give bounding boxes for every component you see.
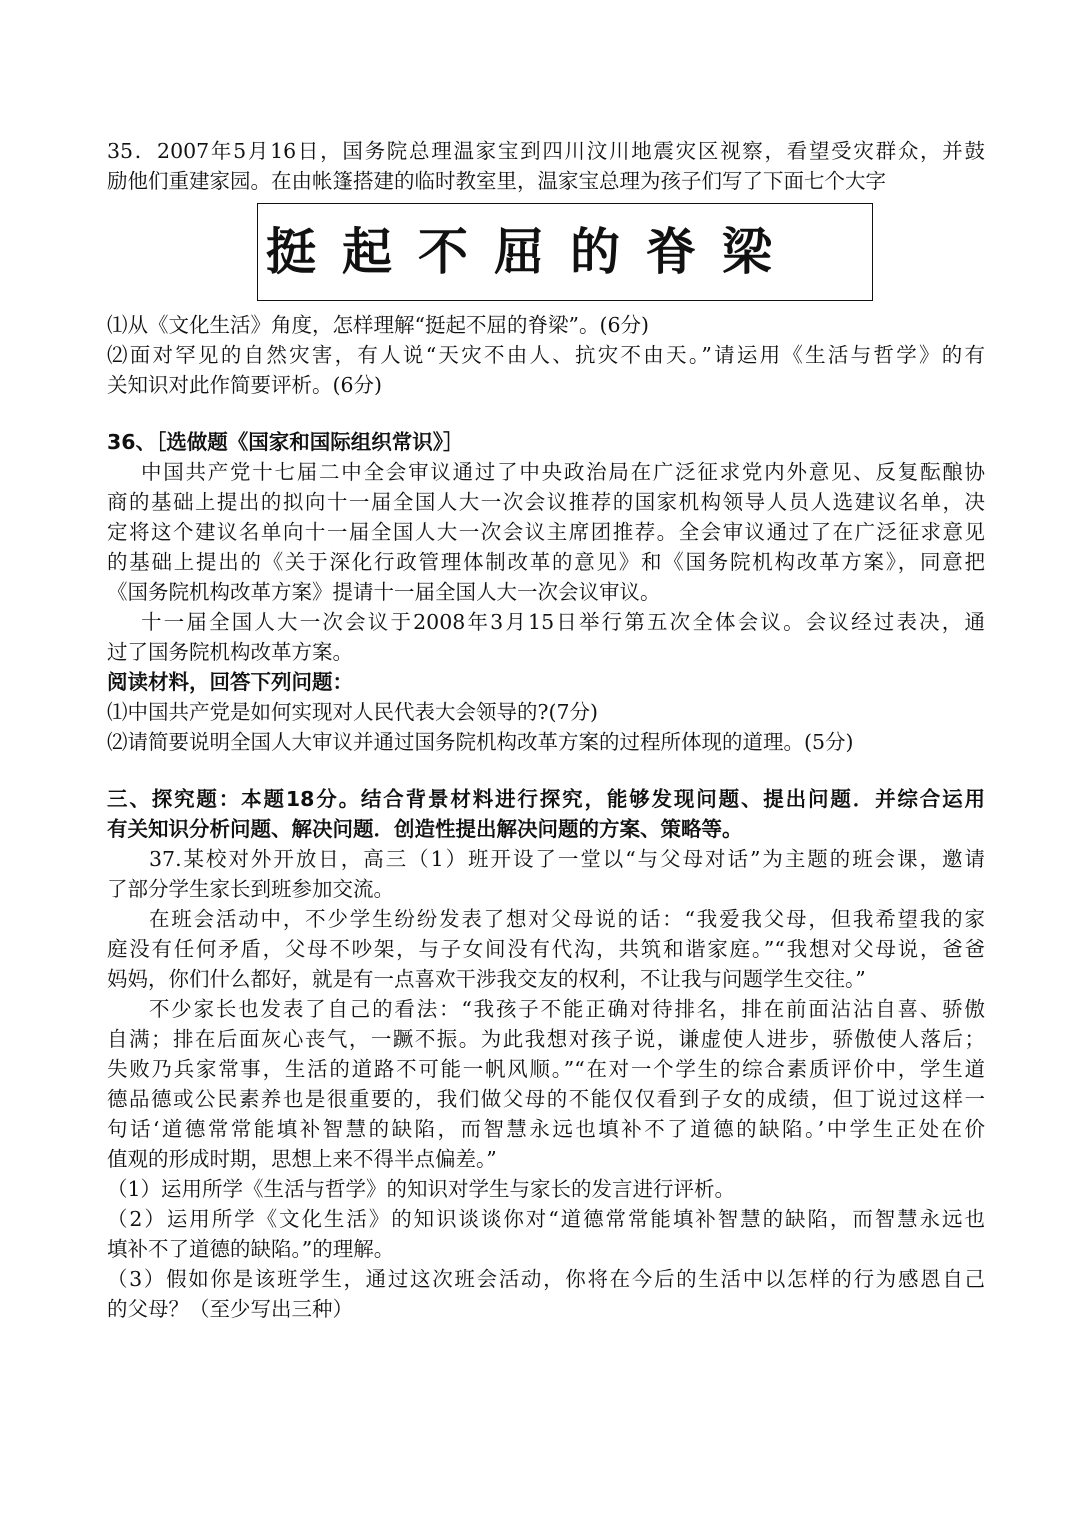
q37-intro-line-2: 了部分学生家长到班参加交流。 (107, 877, 394, 901)
q37-parents-line-2: 自满；排在后面灰心丧气，一蹶不振。为此我想对孩子说，谦虚使人进步，骄傲使人落后； (107, 1027, 985, 1051)
q37-parents-line-4: 德品德或公民素养也是很重要的，我们做父母的不能仅仅看到子女的成绩，但丁说过这样一 (107, 1087, 985, 1111)
q36-para1-line-1: 中国共产党十七届二中全会审议通过了中央政治局在广泛征求党内外意见、反复酝酿协 (141, 460, 985, 484)
q35-sub2-line-1: ⑵面对罕见的自然灾害，有人说“天灾不由人、抗灾不由天。”请运用《生活与哲学》的有 (107, 343, 985, 367)
q37-sub3-line-2: 的父母？（至少写出三种） (107, 1297, 353, 1321)
q37-students-line-2: 庭没有任何矛盾，父母不吵架，与子女间没有代沟，共筑和谐家庭。”“我想对父母说，爸爸 (107, 937, 985, 961)
section3-heading-line-2: 有关知识分析问题、解决问题．创造性提出解决问题的方案、策略等。 (107, 817, 743, 841)
q37-sub2-line-2: 填补不了道德的缺陷。”的理解。 (107, 1237, 395, 1261)
q37-students-line-1: 在班会活动中，不少学生纷纷发表了想对父母说的话：“我爱我父母，但我希望我的家 (149, 907, 985, 931)
q35-line-1: 35．2007年5月16日，国务院总理温家宝到四川汶川地震灾区视察，看望受灾群众，并鼓 (107, 139, 985, 163)
q36-para1-line-2: 商的基础上提出的拟向十一届全国人大一次会议推荐的国家机构领导人员人选建议名单，决 (107, 490, 985, 514)
q37-parents-line-1: 不少家长也发表了自己的看法：“我孩子不能正确对待排名，排在前面沾沾自喜、骄傲 (149, 997, 985, 1021)
q36-sub2: ⑵请简要说明全国人大审议并通过国务院机构改革方案的过程所体现的道理。(5分) (107, 730, 854, 754)
q36-para1-line-5: 《国务院机构改革方案》提请十一届全国人大一次会议审议。 (107, 580, 661, 604)
q37-sub1: （1）运用所学《生活与哲学》的知识对学生与家长的发言进行评析。 (107, 1177, 736, 1201)
q36-instruction: 阅读材料，回答下列问题： (107, 670, 353, 694)
q37-parents-line-5: 句话‘道德常常能填补智慧的缺陷，而智慧永远也填补不了道德的缺陷。’中学生正处在价 (107, 1117, 985, 1141)
section3-heading-line-1: 三、探究题：本题18分。结合背景材料进行探究，能够发现问题、提出问题．并综合运用 (107, 787, 985, 811)
q35-line-2: 励他们重建家园。在由帐篷搭建的临时教室里，温家宝总理为孩子们写了下面七个大字 (107, 169, 886, 193)
q37-sub2-line-1: （2）运用所学《文化生活》的知识谈谈你对“道德常常能填补智慧的缺陷，而智慧永远也 (107, 1207, 985, 1231)
q36-title: 36、［选做题《国家和国际组织常识》］ (107, 430, 464, 454)
q37-intro-line-1: 37.某校对外开放日，高三（1）班开设了一堂以“与父母对话”为主题的班会课，邀请 (149, 847, 985, 871)
q36-para2-line-2: 过了国务院机构改革方案。 (107, 640, 353, 664)
q37-parents-line-6: 值观的形成时期，思想上来不得半点偏差。” (107, 1147, 497, 1171)
q36-para1-line-4: 的基础上提出的《关于深化行政管理体制改革的意见》和《国务院机构改革方案》，同意把 (107, 550, 985, 574)
exam-page (107, 136, 985, 1324)
q37-sub3-line-1: （3）假如你是该班学生，通过这次班会活动，你将在今后的生活中以怎样的行为感恩自己 (107, 1267, 985, 1291)
q37-parents-line-3: 失败乃兵家常事，生活的道路不可能一帆风顺。”“在对一个学生的综合素质评价中，学生道 (107, 1057, 985, 1081)
q36-para1-line-3: 定将这个建议名单向十一届全国人大一次会议主席团推荐。全会审议通过了在广泛征求意见 (107, 520, 985, 544)
q35-sub1: ⑴从《文化生活》角度，怎样理解“挺起不屈的脊梁”。(6分) (107, 313, 649, 337)
calligraphy-banner: 挺起不屈的脊梁 (257, 203, 873, 301)
q36-sub1: ⑴中国共产党是如何实现对人民代表大会领导的?(7分) (107, 700, 599, 724)
q36-para2-line-1: 十一届全国人大一次会议于2008年3月15日举行第五次全体会议。会议经过表决，通 (141, 610, 985, 634)
q35-sub2-line-2: 关知识对此作简要评析。(6分) (107, 373, 383, 397)
q37-students-line-3: 妈妈，你们什么都好，就是有一点喜欢干涉我交友的权利，不让我与问题学生交往。” (107, 967, 866, 991)
